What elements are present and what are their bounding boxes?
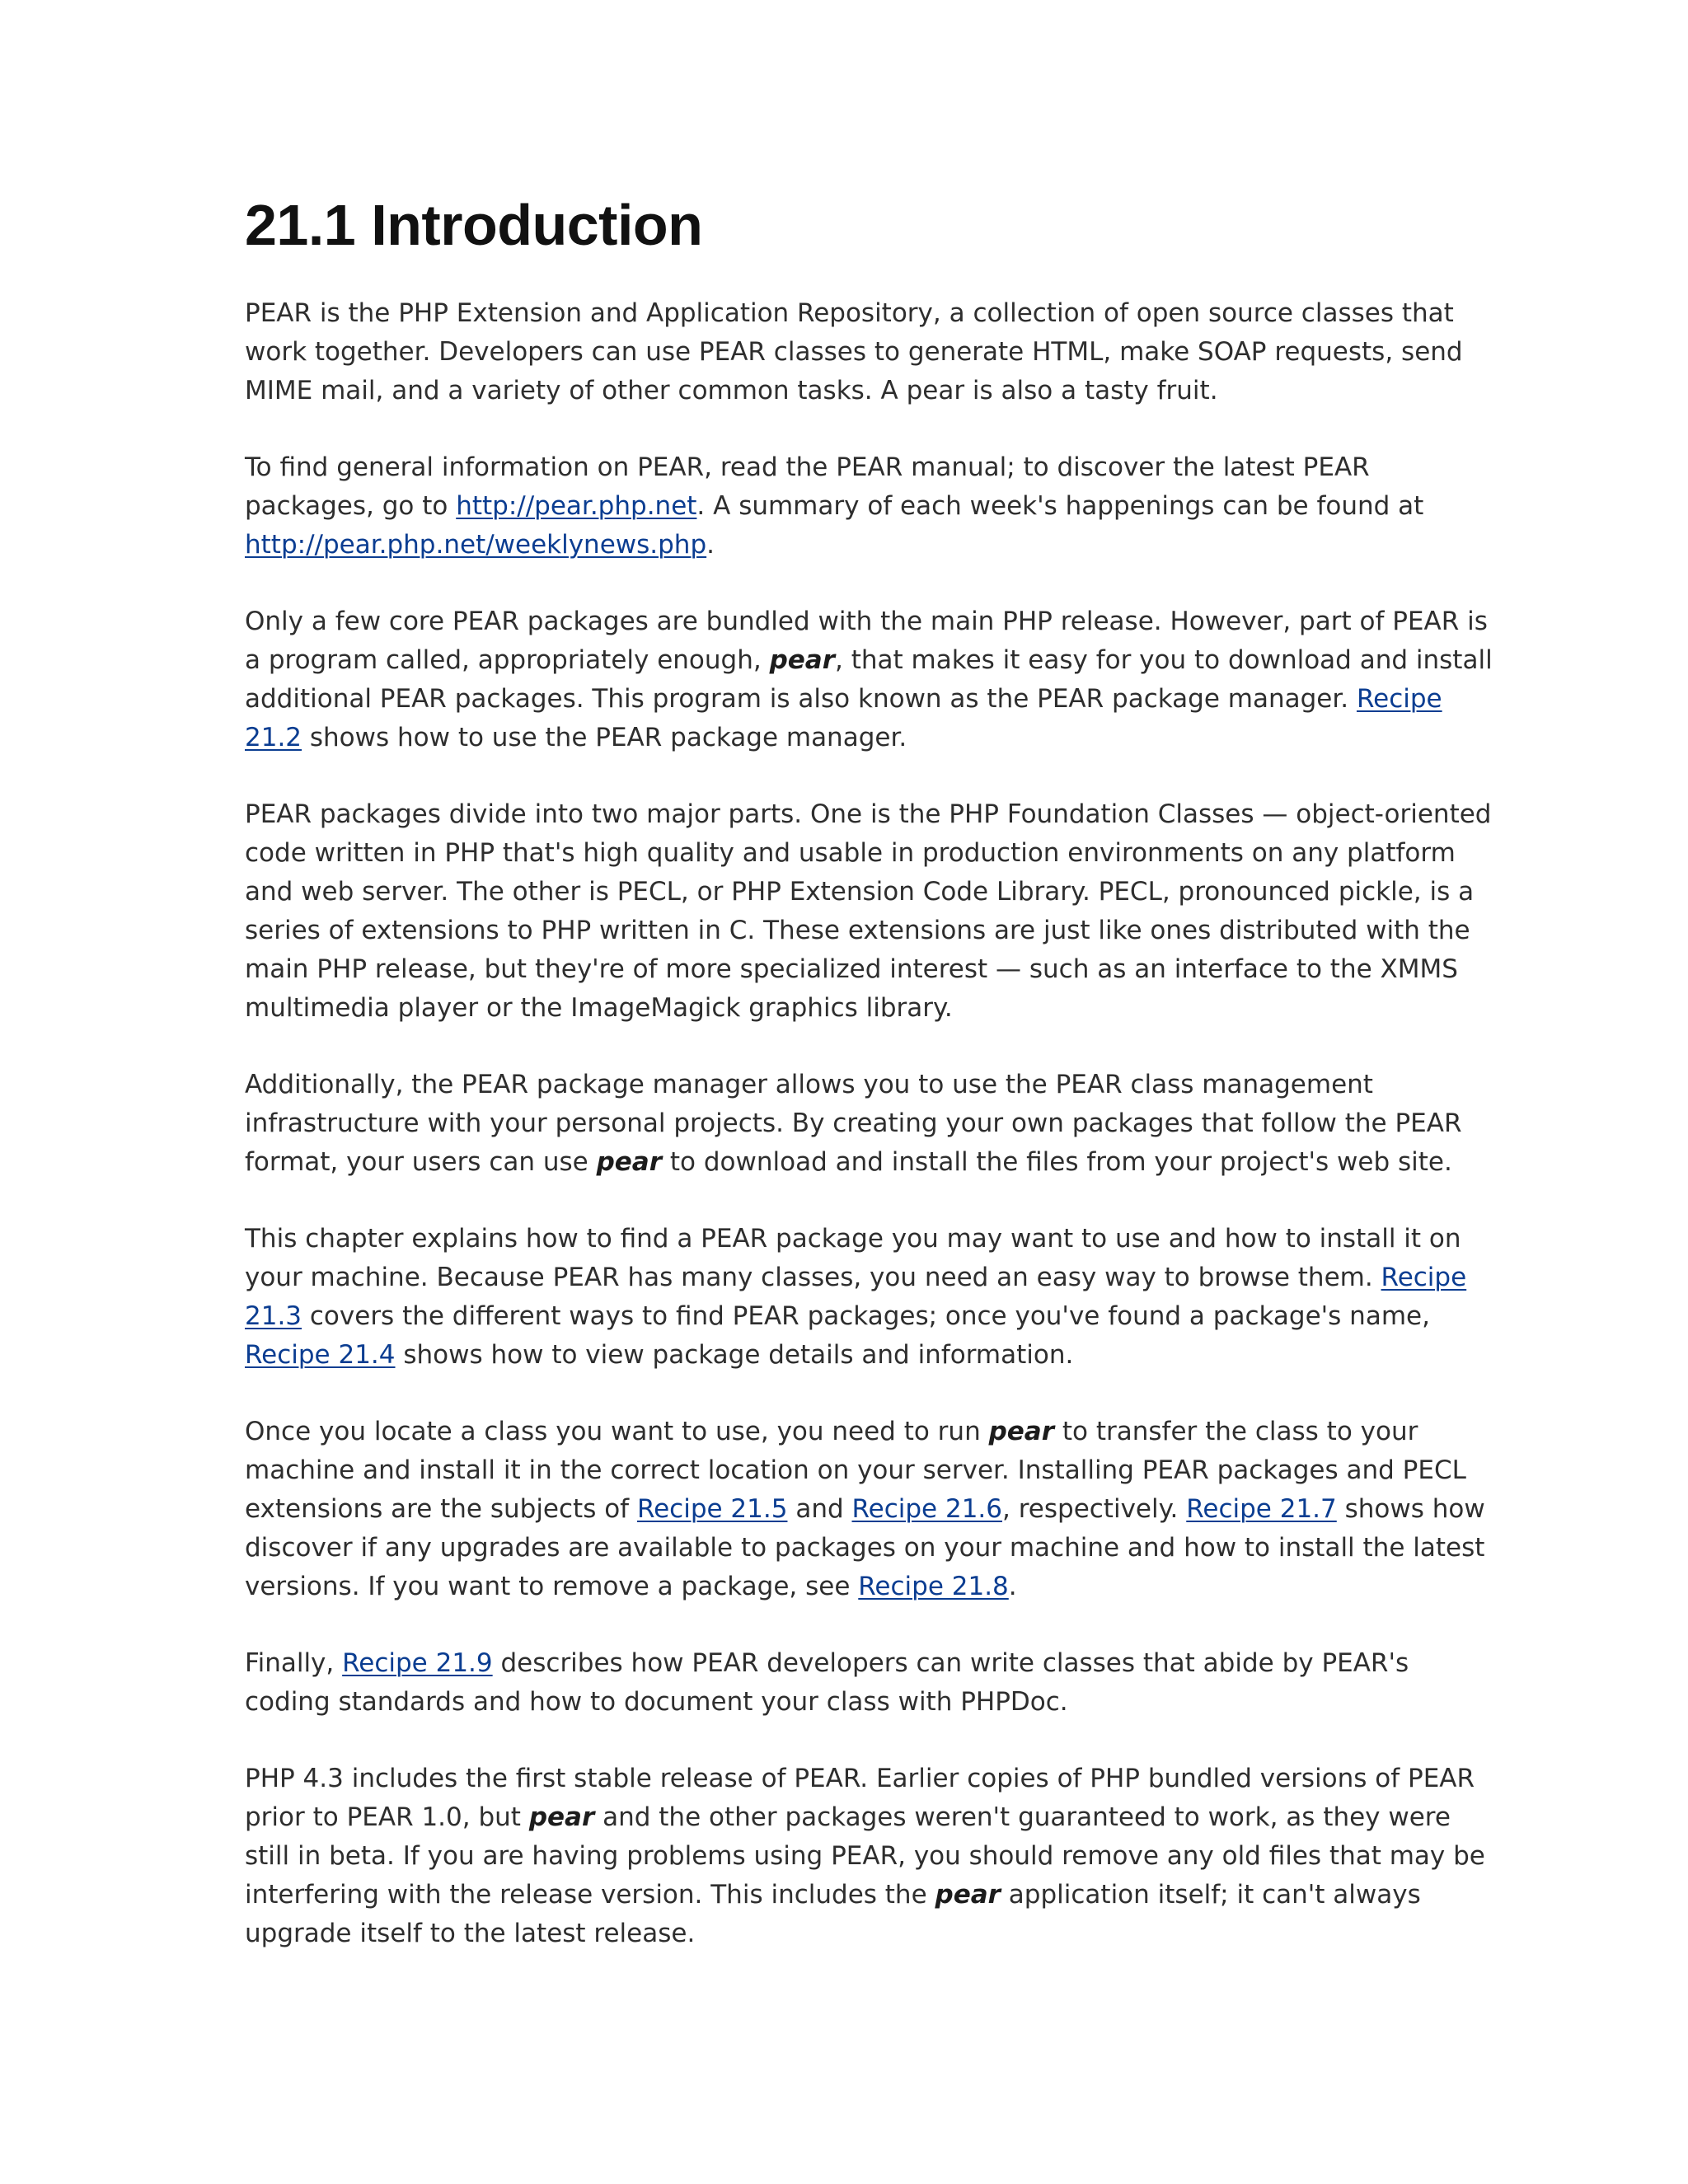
paragraph-install — [245, 1413, 1498, 1606]
paragraph-coding-standards — [245, 1644, 1498, 1722]
text: . A summary of each week's happenings can be found at — [696, 491, 1424, 521]
paragraph-php-version — [245, 1760, 1498, 1953]
command-name: pear — [769, 645, 836, 675]
text: application itself; it can't always upgrade itself to the latest release. — [245, 1880, 1421, 1948]
link-recipe-21-4[interactable]: Recipe 21.4 — [245, 1340, 396, 1370]
paragraph-package-manager — [245, 602, 1498, 757]
text: shows how discover if any upgrades are available to packages on your machine and how to install the latest versions. If you want to remove a package, see — [245, 1494, 1485, 1601]
text: To find general information on PEAR, read the PEAR manual; to discover the latest PEAR packages, go to — [245, 452, 1370, 521]
link-weekly-news[interactable]: http://pear.php.net/weeklynews.php — [245, 530, 707, 560]
link-recipe-21-6[interactable]: Recipe 21.6 — [851, 1494, 1003, 1524]
text: and the other packages weren't guaranteed to work, as they were still in beta. If you are having problems using PEAR, you should remove any old files that may be interfering with the release version. This includes the — [245, 1802, 1485, 1910]
text: PEAR is the PHP Extension and Application Repository, a collection of open source classes that work together. Developers can use PEAR classes to generate HTML, make SOAP requests, send MIME mail, and a variety of other common tasks. A pear is also a tasty fruit. — [245, 298, 1463, 405]
link-recipe-21-5[interactable]: Recipe 21.5 — [636, 1494, 788, 1524]
command-name: pear — [988, 1417, 1055, 1446]
command-name: pear — [528, 1802, 595, 1832]
text: Additionally, the PEAR package manager allows you to use the PEAR class management infrastructure with your personal projects. By creating your own packages that follow the PEAR format, your users can use — [245, 1070, 1462, 1177]
text: shows how to view package details and information. — [395, 1340, 1074, 1370]
text: Finally, — [245, 1648, 343, 1678]
text: . — [1008, 1572, 1017, 1601]
text: , that makes it easy for you to download and install additional PEAR packages. This program is also known as the PEAR package manager. — [245, 645, 1493, 714]
text: to transfer the class to your machine and install it in the correct location on your server. Installing PEAR packages and PECL extensions are the subjects of — [245, 1417, 1466, 1524]
text: and — [787, 1494, 852, 1524]
text: PHP 4.3 includes the first stable release of PEAR. Earlier copies of PHP bundled versions of PEAR prior to PEAR 1.0, but — [245, 1764, 1475, 1832]
paragraph-intro — [245, 294, 1498, 410]
document-page — [245, 188, 1498, 1953]
paragraph-chapter-overview — [245, 1220, 1498, 1375]
text: This chapter explains how to find a PEAR package you may want to use and how to install it on your machine. Because PEAR has many classes, you need an easy way to browse them. — [245, 1224, 1461, 1292]
text: , respectively. — [1002, 1494, 1187, 1524]
paragraph-package-parts — [245, 795, 1498, 1028]
text: shows how to use the PEAR package manager. — [302, 723, 907, 752]
link-pear-site[interactable]: http://pear.php.net — [456, 491, 697, 521]
command-name: pear — [596, 1147, 663, 1177]
paragraph-personal-projects — [245, 1066, 1498, 1182]
text: Only a few core PEAR packages are bundled with the main PHP release. However, part of PEAR is a program called, appropriately enough, — [245, 607, 1488, 675]
text: Once you locate a class you want to use, you need to run — [245, 1417, 989, 1446]
link-recipe-21-2[interactable]: Recipe 21.2 — [245, 684, 1442, 752]
text: describes how PEAR developers can write classes that abide by PEAR's coding standards and how to document your class with PHPDoc. — [245, 1648, 1409, 1717]
link-recipe-21-7[interactable]: Recipe 21.7 — [1186, 1494, 1337, 1524]
page-title: 21.1 Introduction — [245, 193, 703, 257]
text: to download and install the files from your project's web site. — [662, 1147, 1452, 1177]
text: covers the different ways to find PEAR packages; once you've found a package's name, — [302, 1301, 1430, 1331]
paragraph-info — [245, 448, 1498, 565]
command-name: pear — [935, 1880, 1001, 1910]
link-recipe-21-8[interactable]: Recipe 21.8 — [858, 1572, 1009, 1601]
text: . — [706, 530, 715, 560]
text: PEAR packages divide into two major parts. One is the PHP Foundation Classes — object-oriented code written in PHP that's high quality and usable in production environments on any platform and web server. The other is PECL, or PHP Extension Code Library. PECL, pronounced pickle, is a series of extensions to PHP written in C. These extensions are just like ones distributed with the main PHP release, but they're of more specialized interest — such as an interface to the XMMS multimedia player or the ImageMagick graphics library. — [245, 799, 1492, 1023]
link-recipe-21-9[interactable]: Recipe 21.9 — [342, 1648, 493, 1678]
link-recipe-21-3[interactable]: Recipe 21.3 — [245, 1263, 1467, 1331]
